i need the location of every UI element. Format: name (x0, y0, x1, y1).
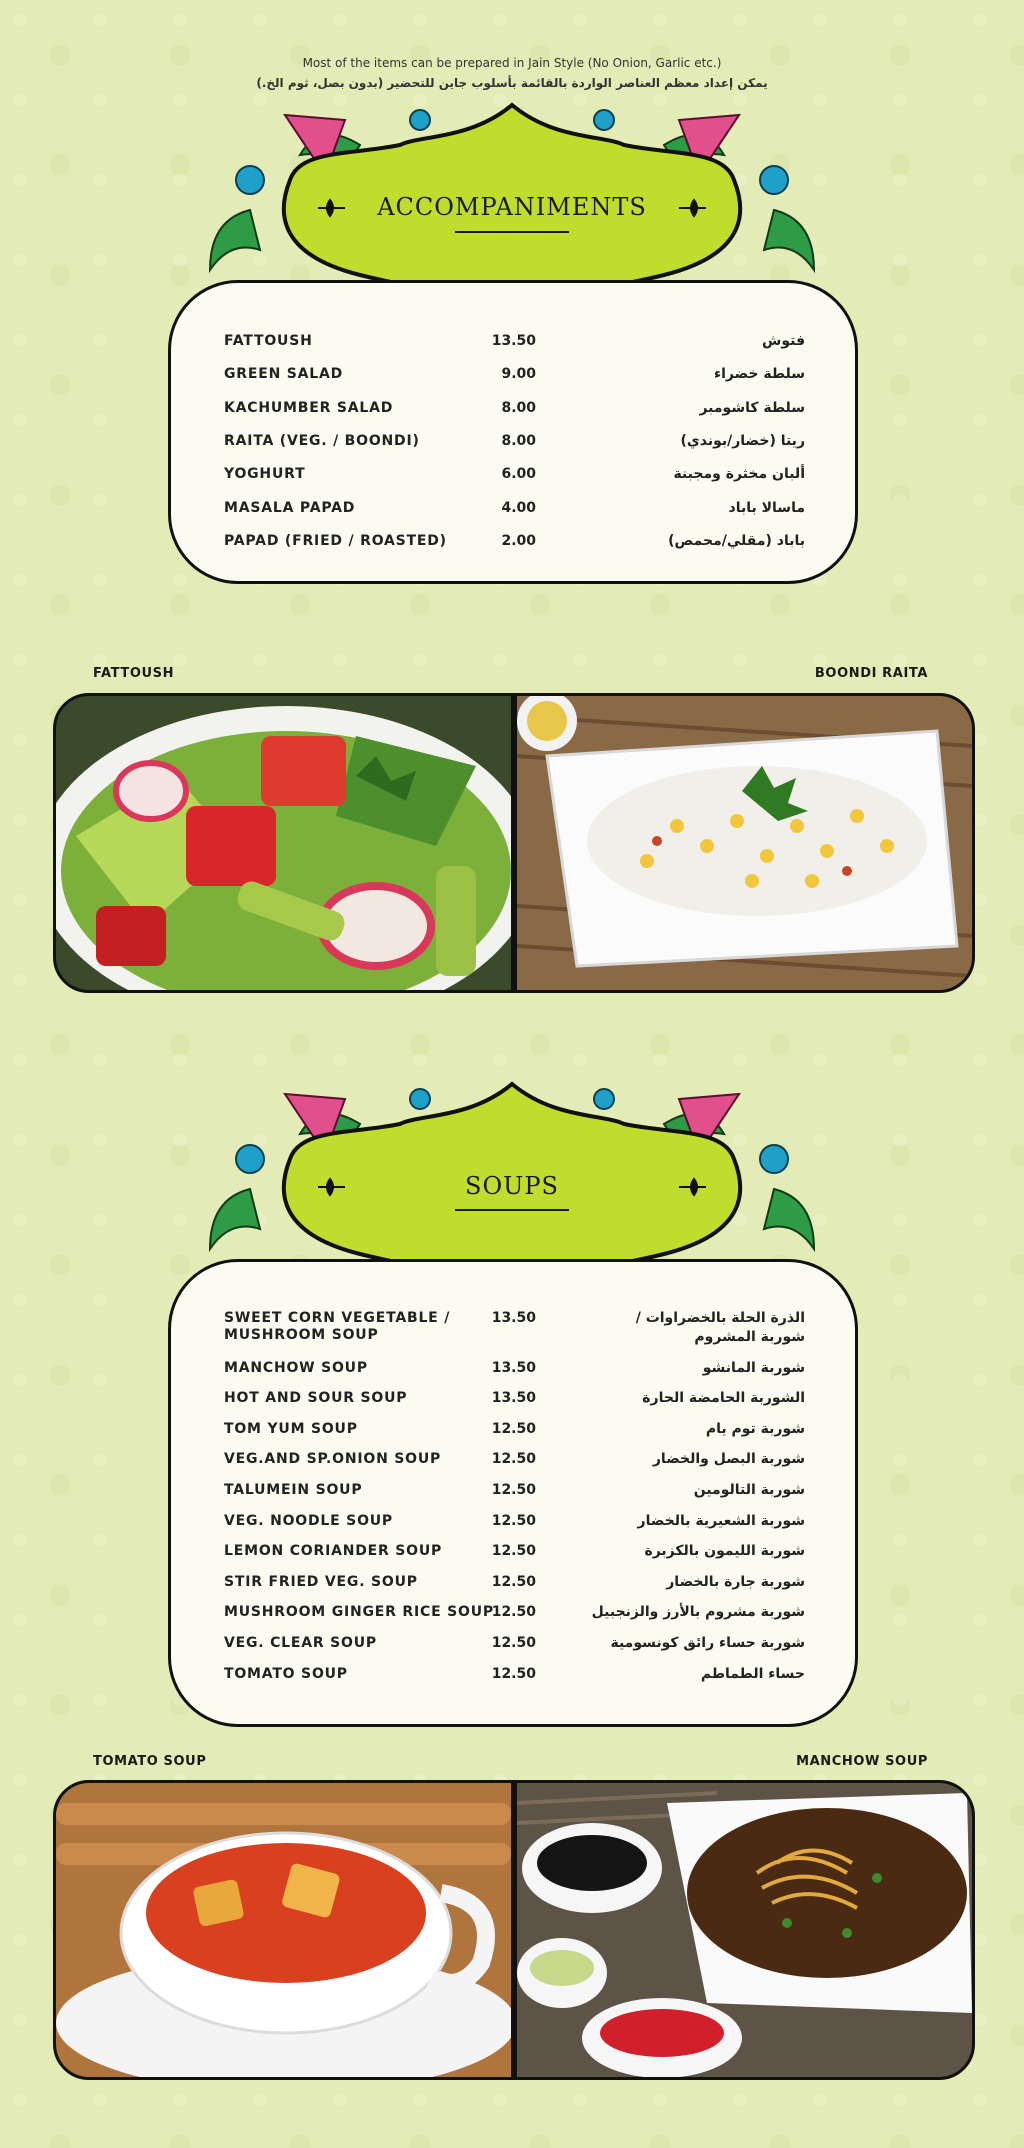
accompaniments-card (168, 280, 858, 584)
menu-item-row (171, 533, 855, 563)
item-price: 8.00 (501, 432, 536, 449)
item-price: 12.50 (491, 1543, 536, 1560)
jain-style-note-arabic: يمكن إعداد معظم العناصر الواردة بالقائمة بأسلوب جاين للتحضير (بدون بصل، ثوم الخ.) (256, 76, 768, 90)
item-name-english: LEMON CORIANDER SOUP (224, 1543, 443, 1560)
item-name-english: HOT AND SOUR SOUP (224, 1390, 408, 1407)
item-price: 13.50 (491, 1359, 536, 1376)
accompaniments-photo-frame (53, 693, 975, 993)
menu-item-row (171, 1360, 855, 1390)
menu-item-row (171, 1482, 855, 1512)
item-name-arabic: ريتا (خضار/بوندي) (680, 432, 805, 449)
item-name-english: MASALA PAPAD (224, 499, 356, 516)
item-name-english: RAITA (VEG. / BOONDI) (224, 432, 420, 449)
item-price: 12.50 (491, 1482, 536, 1498)
photo-caption-boondi-raita: BOONDI RAITA (814, 666, 928, 681)
item-name-arabic: شوربة مشروم بالأرز والزنجبيل (591, 1604, 805, 1621)
accompaniments-title-underline (455, 231, 569, 233)
item-name-arabic: شوربة التالومين (693, 1482, 805, 1498)
menu-item-row (171, 1390, 855, 1420)
item-name-english: MANCHOW SOUP (224, 1359, 368, 1376)
menu-item-row (171, 1310, 855, 1345)
menu-item-row (171, 1543, 855, 1573)
item-price: 9.00 (501, 366, 536, 383)
menu-item-row (171, 500, 855, 530)
item-price: 12.50 (491, 1512, 536, 1529)
item-price: 12.50 (491, 1604, 536, 1621)
item-name-english-line2: MUSHROOM SOUP (224, 1327, 379, 1343)
menu-item-row (171, 1604, 855, 1634)
soups-card (168, 1259, 858, 1727)
soups-section (0, 1079, 1024, 2148)
item-name-arabic: سلطة كاشومبر (699, 399, 805, 416)
item-price: 12.50 (491, 1665, 536, 1682)
item-name-english: PAPAD (FRIED / ROASTED) (224, 532, 447, 549)
item-name-english: KACHUMBER SALAD (224, 399, 394, 416)
tomato-soup-photo (56, 1783, 511, 2077)
item-price: 6.00 (501, 466, 536, 483)
item-name-english: TOM YUM SOUP (224, 1420, 358, 1437)
item-name-english: STIR FRIED VEG. SOUP (224, 1573, 418, 1590)
item-name-english: VEG. CLEAR SOUP (224, 1635, 377, 1651)
menu-item-row (171, 433, 855, 463)
item-name-english: VEG. NOODLE SOUP (224, 1512, 393, 1529)
item-price: 13.50 (491, 333, 536, 349)
manchow-soup-photo (517, 1783, 972, 2077)
item-price: 13.50 (491, 1310, 536, 1326)
menu-item-row (171, 333, 855, 363)
item-name-arabic: شوربة الشعيرية بالخضار (637, 1512, 805, 1529)
item-name-arabic: الذرة الحلة بالخضراوات / (635, 1310, 805, 1326)
item-name-arabic: شوربة جارة بالخضار (666, 1573, 805, 1590)
item-name-english: FATTOUSH (224, 333, 313, 349)
item-price: 12.50 (491, 1573, 536, 1590)
item-name-arabic: شوربة حساء رائق كونسومية (610, 1635, 805, 1651)
item-name-english: GREEN SALAD (224, 366, 344, 383)
item-name-arabic: شوربة الليمون بالكزبرة (644, 1543, 805, 1560)
menu-item-row (171, 400, 855, 430)
item-name-english: VEG.AND SP.ONION SOUP (224, 1451, 442, 1468)
soups-photo-frame (53, 1780, 975, 2080)
item-name-arabic: سلطة خضراء (713, 366, 805, 383)
jain-style-note: Most of the items can be prepared in Jain Style (No Onion, Garlic etc.) (302, 56, 722, 70)
menu-item-row (171, 1574, 855, 1604)
item-name-arabic: فتوش (762, 333, 805, 349)
item-name-arabic: الشوربة الحامضة الحارة (642, 1390, 805, 1407)
menu-item-row (171, 1451, 855, 1481)
soups-title-underline (455, 1209, 569, 1211)
menu-item-row (171, 1421, 855, 1451)
item-price: 12.50 (491, 1451, 536, 1468)
item-price: 4.00 (501, 499, 536, 516)
item-name-english: MUSHROOM GINGER RICE SOUP (224, 1604, 494, 1621)
fattoush-photo (56, 696, 511, 990)
item-price: 12.50 (491, 1635, 536, 1651)
boondi-raita-photo (517, 696, 972, 990)
item-name-arabic: باباد (مقلي/محمص) (668, 532, 805, 549)
item-name-english: TALUMEIN SOUP (224, 1482, 363, 1498)
menu-item-row (171, 366, 855, 396)
menu-item-row (171, 466, 855, 496)
item-name-arabic: شوربة البصل والخضار (652, 1451, 805, 1468)
item-name-arabic-line2: شوربة المشروم (694, 1329, 805, 1345)
item-name-english: TOMATO SOUP (224, 1665, 348, 1682)
photo-caption-fattoush: FATTOUSH (93, 666, 175, 681)
accompaniments-title: ACCOMPANIMENTS (377, 193, 647, 221)
item-price: 12.50 (491, 1420, 536, 1437)
item-name-arabic: ألبان مخثرة ومجبنة (673, 466, 805, 483)
item-name-arabic: ماسالا باباد (728, 499, 805, 516)
item-name-arabic: شوربة توم يام (705, 1420, 805, 1437)
item-price: 8.00 (501, 399, 536, 416)
menu-item-row (171, 1635, 855, 1665)
soups-title: SOUPS (465, 1172, 559, 1200)
accompaniments-section (0, 100, 1024, 1000)
item-name-arabic: شوربة المانشو (702, 1359, 805, 1376)
menu-item-row (171, 1513, 855, 1543)
item-name-english: YOGHURT (224, 466, 306, 483)
item-name-arabic: حساء الطماطم (700, 1665, 805, 1682)
item-price: 13.50 (491, 1390, 536, 1407)
menu-item-row (171, 1666, 855, 1696)
item-price: 2.00 (501, 532, 536, 549)
photo-caption-tomato-soup: TOMATO SOUP (93, 1754, 207, 1769)
photo-caption-manchow-soup: MANCHOW SOUP (796, 1754, 928, 1769)
item-name-english: SWEET CORN VEGETABLE / (224, 1310, 451, 1326)
